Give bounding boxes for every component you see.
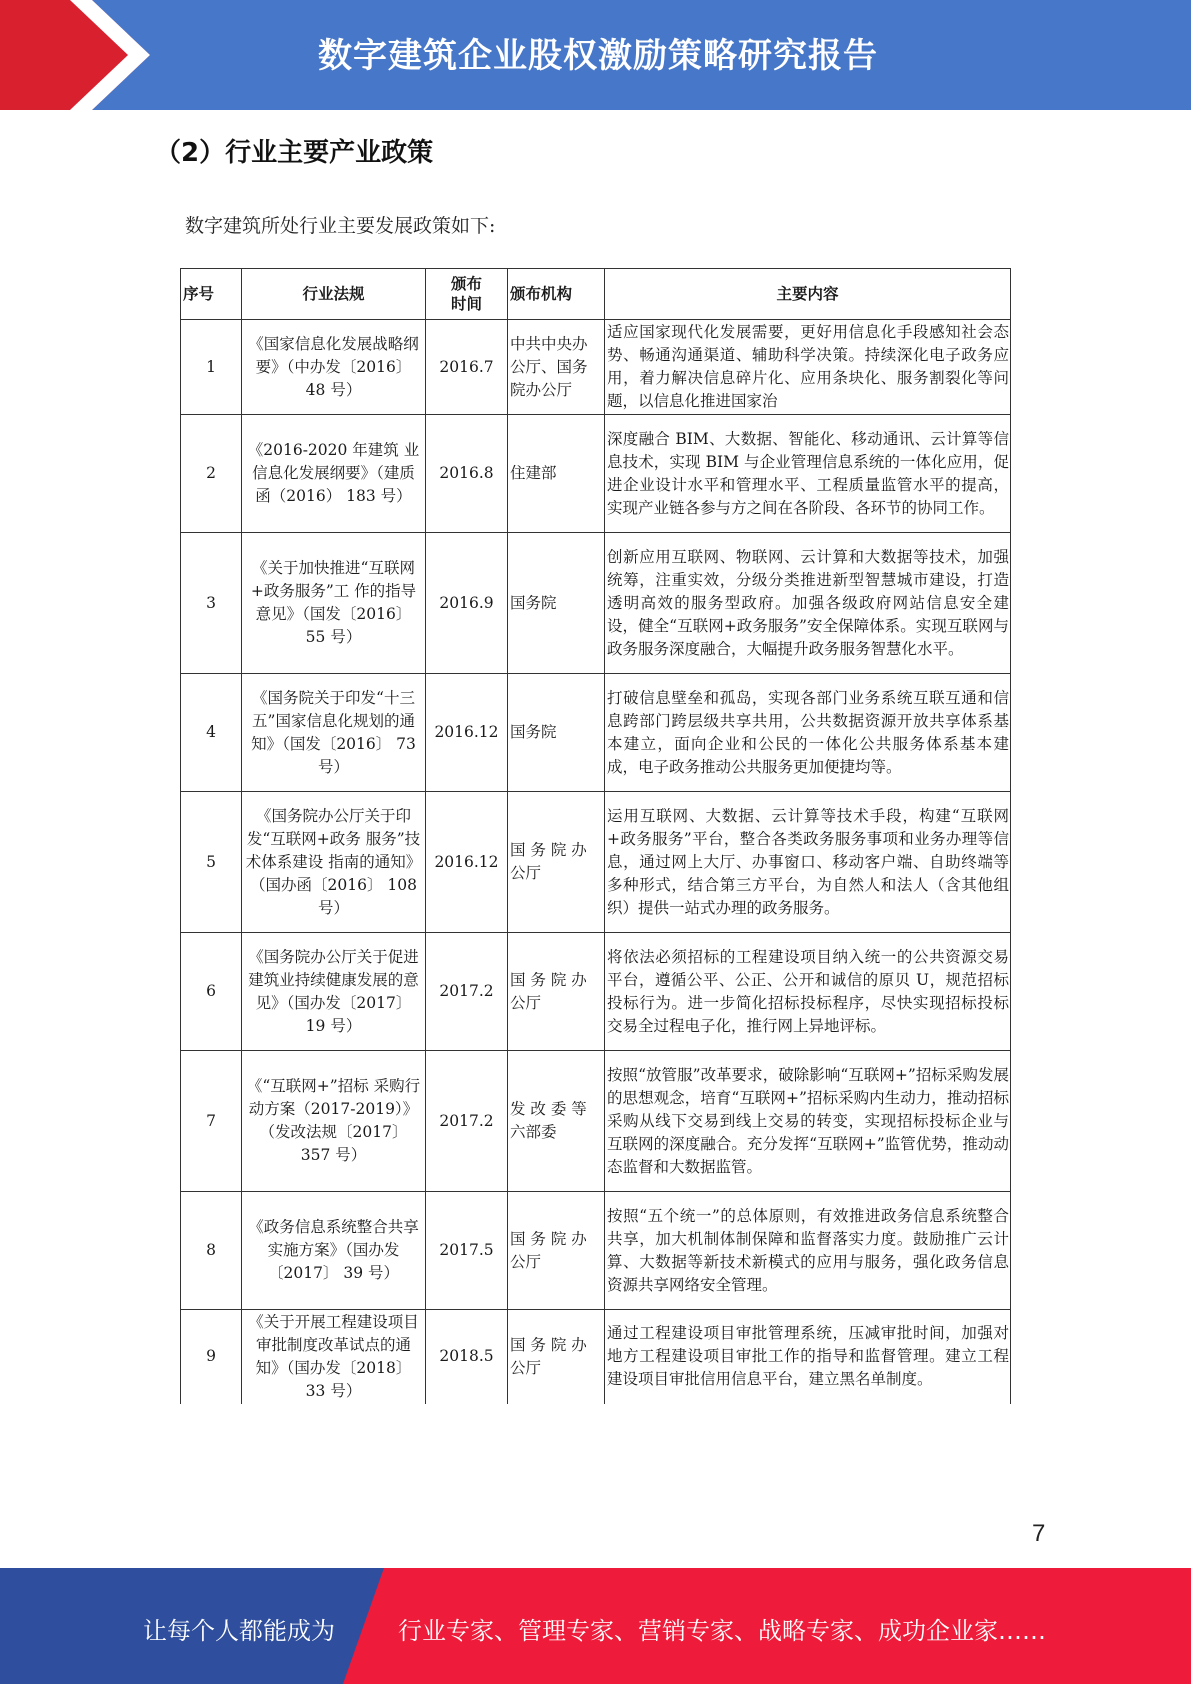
cell-law: 《2016-2020 年建筑 业信息化发展纲要》（建质函（2016） 183 号） — [242, 415, 426, 533]
table-header-row — [181, 269, 1011, 320]
cell-no: 1 — [181, 320, 242, 415]
page-number: 7 — [1032, 1520, 1046, 1547]
table-row — [181, 1192, 1011, 1310]
cell-law: 《国务院办公厅关于印发“互联网+政务 服务”技术体系建设 指南的通知》（国办函〔2016〕 108 号） — [242, 792, 426, 933]
footer-slogan-right: 行业专家、管理专家、营销专家、战略专家、成功企业家…… — [398, 1617, 1046, 1645]
cell-org: 国 务 院 办 公厅 — [508, 1192, 605, 1310]
table-row — [181, 533, 1011, 674]
cell-content: 按照“放管服”改革要求，破除影响“互联网+”招标采购发展的思想观念，培育“互联网+”招标采购内生动力，推动招标采购从线下交易到线上交易的转变，实现招标投标企业与互联网的深度融合。充分发挥“互联网+”监管优势，推动动态监督和大数据监管。 — [605, 1051, 1011, 1192]
cell-no: 2 — [181, 415, 242, 533]
footer-slogan-left: 让每个人都能成为 — [143, 1617, 335, 1645]
header-law: 行业法规 — [242, 269, 426, 320]
cell-content: 创新应用互联网、物联网、云计算和大数据等技术，加强统筹，注重实效，分级分类推进新型智慧城市建设，打造透明高效的服务型政府。加强各级政府网站信息安全建设，健全“互联网+政务服务”安全保障体系。实现互联网与政务服务深度融合，大幅提升政务服务智慧化水平。 — [605, 533, 1011, 674]
cell-date: 2016.9 — [426, 533, 508, 674]
cell-no: 9 — [181, 1310, 242, 1404]
cell-content: 通过工程建设项目审批管理系统，压减审批时间，加强对地方工程建设项目审批工作的指导和监督管理。建立工程建设项目审批信用信息平台，建立黑名单制度。 — [605, 1310, 1011, 1404]
section-heading: （2）行业主要产业政策 — [155, 138, 434, 168]
table-row — [181, 415, 1011, 533]
cell-date: 2017.5 — [426, 1192, 508, 1310]
cell-no: 5 — [181, 792, 242, 933]
table-row — [181, 674, 1011, 792]
cell-org: 国 务 院 办 公厅 — [508, 1310, 605, 1404]
cell-org: 中共中央办公厅、国务院办公厅 — [508, 320, 605, 415]
cell-content: 深度融合 BIM、大数据、智能化、移动通讯、云计算等信息技术，实现 BIM 与企业管理信息系统的一体化应用，促进企业设计水平和管理水平、工程质量监管水平的提高，实现产业链各参与方之间在各阶段、各环节的协同工作。 — [605, 415, 1011, 533]
table-row — [181, 1310, 1011, 1404]
footer-banner — [0, 1568, 1191, 1684]
cell-date: 2016.8 — [426, 415, 508, 533]
cell-law: 《关于开展工程建设项目审批制度改革试点的通知》（国办发〔2018〕 33 号） — [242, 1310, 426, 1404]
cell-date: 2018.5 — [426, 1310, 508, 1404]
header-red-arrow-shape — [0, 0, 150, 110]
cell-content: 打破信息壁垒和孤岛，实现各部门业务系统互联互通和信息跨部门跨层级共享共用，公共数据资源开放共享体系基本建立，面向企业和公民的一体化公共服务体系基本建成，电子政务推动公共服务更加便捷均等。 — [605, 674, 1011, 792]
cell-no: 6 — [181, 933, 242, 1051]
cell-date: 2016.12 — [426, 792, 508, 933]
cell-org: 国 务 院 办 公厅 — [508, 933, 605, 1051]
cell-law: 《“互联网+”招标 采购行动方案（2017-2019）》（发改法规〔2017〕 357 号） — [242, 1051, 426, 1192]
cell-date: 2017.2 — [426, 1051, 508, 1192]
header-content: 主要内容 — [605, 269, 1011, 320]
cell-date: 2016.7 — [426, 320, 508, 415]
policy-table — [180, 268, 1011, 1404]
table-row — [181, 1051, 1011, 1192]
table-row — [181, 320, 1011, 415]
cell-org: 发 改 委 等 六部委 — [508, 1051, 605, 1192]
cell-content: 适应国家现代化发展需要，更好用信息化手段感知社会态势、畅通沟通渠道、辅助科学决策。持续深化电子政务应用，着力解决信息碎片化、应用条块化、服务割裂化等问题，以信息化推进国家治 — [605, 320, 1011, 415]
cell-law: 《国务院办公厅关于促进建筑业持续健康发展的意见》（国办发〔2017〕 19 号） — [242, 933, 426, 1051]
cell-org: 国 务 院 办 公厅 — [508, 792, 605, 933]
cell-law: 《国务院关于印发“十三五”国家信息化规划的通知》（国发〔2016〕 73 号） — [242, 674, 426, 792]
cell-law: 《国家信息化发展战略纲要》（中办发〔2016〕 48 号） — [242, 320, 426, 415]
cell-date: 2017.2 — [426, 933, 508, 1051]
header-no: 序号 — [181, 269, 242, 320]
cell-date: 2016.12 — [426, 674, 508, 792]
table-row — [181, 933, 1011, 1051]
table-row — [181, 792, 1011, 933]
header-banner — [0, 0, 1191, 110]
cell-content: 将依法必须招标的工程建设项目纳入统一的公共资源交易平台，遵循公平、公正、公开和诚信的原贝 U，规范招标投标行为。进一步简化招标投标程序，尽快实现招标投标交易全过程电子化，推行网上异地评标。 — [605, 933, 1011, 1051]
cell-org: 住建部 — [508, 415, 605, 533]
cell-law: 《政务信息系统整合共享实施方案》（国办发〔2017〕 39 号） — [242, 1192, 426, 1310]
cell-no: 3 — [181, 533, 242, 674]
cell-no: 7 — [181, 1051, 242, 1192]
cell-org: 国务院 — [508, 533, 605, 674]
report-title: 数字建筑企业股权激励策略研究报告 — [318, 36, 878, 76]
cell-org: 国务院 — [508, 674, 605, 792]
cell-content: 运用互联网、大数据、云计算等技术手段，构建“互联网+政务服务”平台，整合各类政务服务事项和业务办理等信息，通过网上大厅、办事窗口、移动客户端、自助终端等多种形式，结合第三方平台，为自然人和法人（含其他组织）提供一站式办理的政务服务。 — [605, 792, 1011, 933]
cell-law: 《关于加快推进“互联网+政务服务”工 作的指导意见》（国发〔2016〕 55 号） — [242, 533, 426, 674]
cell-content: 按照“五个统一”的总体原则，有效推进政务信息系统整合共享，加大机制体制保障和监督落实力度。鼓励推广云计算、大数据等新技术新模式的应用与服务，强化政务信息资源共享网络安全管理。 — [605, 1192, 1011, 1310]
header-date: 颁布时间 — [426, 269, 508, 320]
cell-no: 4 — [181, 674, 242, 792]
cell-no: 8 — [181, 1192, 242, 1310]
header-org: 颁布机构 — [508, 269, 605, 320]
intro-paragraph: 数字建筑所处行业主要发展政策如下: — [185, 215, 496, 237]
